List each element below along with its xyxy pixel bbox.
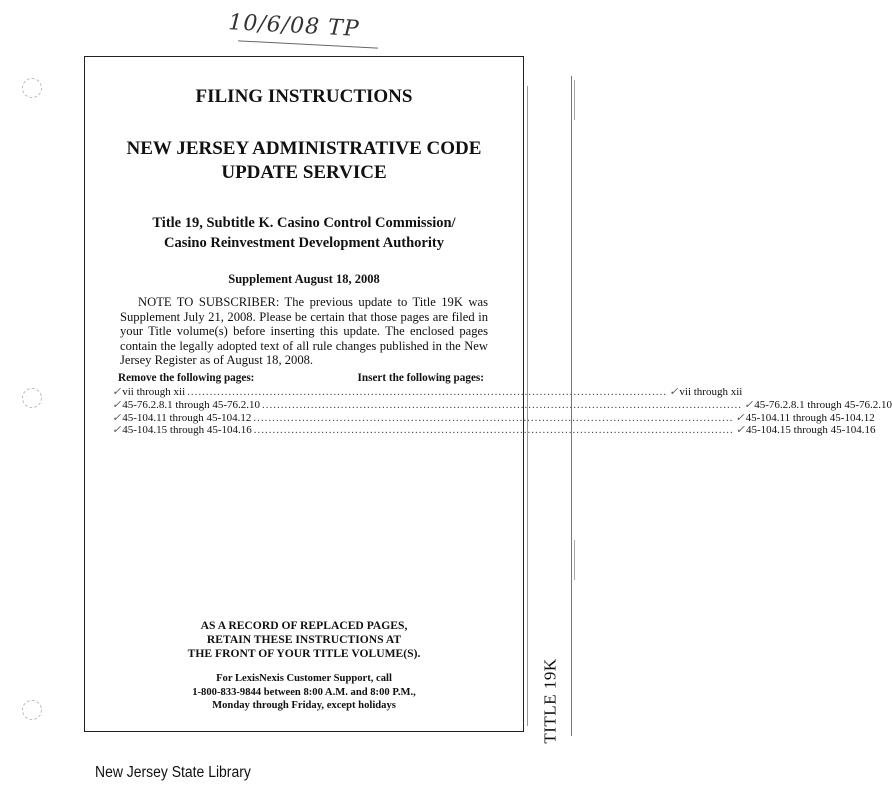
page-row <box>112 411 875 424</box>
checkmark-icon: ✓ <box>735 424 745 437</box>
retain-notice <box>84 619 524 661</box>
insert-range: 45-104.15 through 45-104.16 <box>745 424 876 437</box>
page-title: FILING INSTRUCTIONS <box>195 86 413 107</box>
code-title-line2: UPDATE SERVICE <box>221 162 387 183</box>
retain-line1: AS A RECORD OF REPLACED PAGES, <box>200 619 408 632</box>
punch-hole-bottom <box>22 700 42 720</box>
handwritten-date-note: 10/6/08 TP <box>227 10 361 42</box>
leader-dots: ................................................................................................................................ <box>253 424 734 437</box>
library-stamp: New Jersey State Library <box>95 764 251 781</box>
insert-range: vii through xii <box>679 386 743 398</box>
note-lead: NOTE TO SUBSCRIBER: The previous update to Title 19K was <box>138 295 488 309</box>
remove-range: 45-76.2.8.1 through 45-76.2.10 <box>122 398 261 411</box>
page-list <box>112 385 892 437</box>
subhead-line1: Title 19, Subtitle K. Casino Control Commission/ <box>152 215 456 231</box>
insert-range: 45-104.11 through 45-104.12 <box>745 411 875 424</box>
supplement-date: Supplement August 18, 2008 <box>228 272 380 286</box>
support-phone-line: 1-800-833-9844 between 8:00 A.M. and 8:00 P.M., <box>192 686 416 698</box>
title-subtitle-heading <box>84 213 524 253</box>
leader-dots: ................................................................................................................................ <box>253 411 734 424</box>
scan-artifact <box>574 80 575 120</box>
checkmark-icon: ✓ <box>735 411 745 424</box>
code-title <box>84 137 524 185</box>
remove-range: 45-104.11 through 45-104.12 <box>122 411 252 424</box>
checkmark-icon: ✓ <box>669 386 679 398</box>
punch-hole-top <box>22 78 42 98</box>
page-row <box>112 423 876 437</box>
tab-label: TITLE 19K <box>541 658 561 744</box>
checkmark-icon: ✓ <box>112 398 122 411</box>
scan-artifact <box>574 540 575 580</box>
note-to-subscriber <box>120 295 488 368</box>
retain-line3: THE FRONT OF YOUR TITLE VOLUME(S). <box>187 647 421 660</box>
page-row <box>112 385 743 398</box>
leader-dots: ................................................................................................................................ <box>187 386 668 398</box>
remove-range: 45-104.15 through 45-104.16 <box>122 424 252 437</box>
support-line1: For LexisNexis Customer Support, call <box>216 673 392 684</box>
remove-pages-header: Remove the following pages: <box>118 372 255 384</box>
checkmark-icon: ✓ <box>112 411 122 424</box>
punch-hole-middle <box>22 388 42 408</box>
page-row <box>112 398 892 411</box>
insert-range: 45-76.2.8.1 through 45-76.2.10 <box>754 398 892 411</box>
remove-range: vii through xii <box>122 386 186 398</box>
code-title-line1: NEW JERSEY ADMINISTRATIVE CODE <box>126 138 482 159</box>
checkmark-icon: ✓ <box>744 398 754 411</box>
subhead-line2: Casino Reinvestment Development Authority <box>164 235 444 251</box>
support-hours-line: Monday through Friday, except holidays <box>212 700 396 711</box>
checkmark-icon: ✓ <box>112 424 122 437</box>
customer-support-info <box>84 672 524 713</box>
checkmark-icon: ✓ <box>112 386 122 398</box>
insert-pages-header: Insert the following pages: <box>357 372 484 384</box>
note-body: Supplement July 21, 2008. Please be certain that those pages are filed in your Title volume(s) before inserting this update. The enclosed pages contain the legally adopted text of all rule changes published in the New Jersey Register as of August 18, 2008. <box>120 309 488 368</box>
retain-line2: RETAIN THESE INSTRUCTIONS AT <box>206 633 402 646</box>
leader-dots: ................................................................................................................................ <box>262 398 743 411</box>
